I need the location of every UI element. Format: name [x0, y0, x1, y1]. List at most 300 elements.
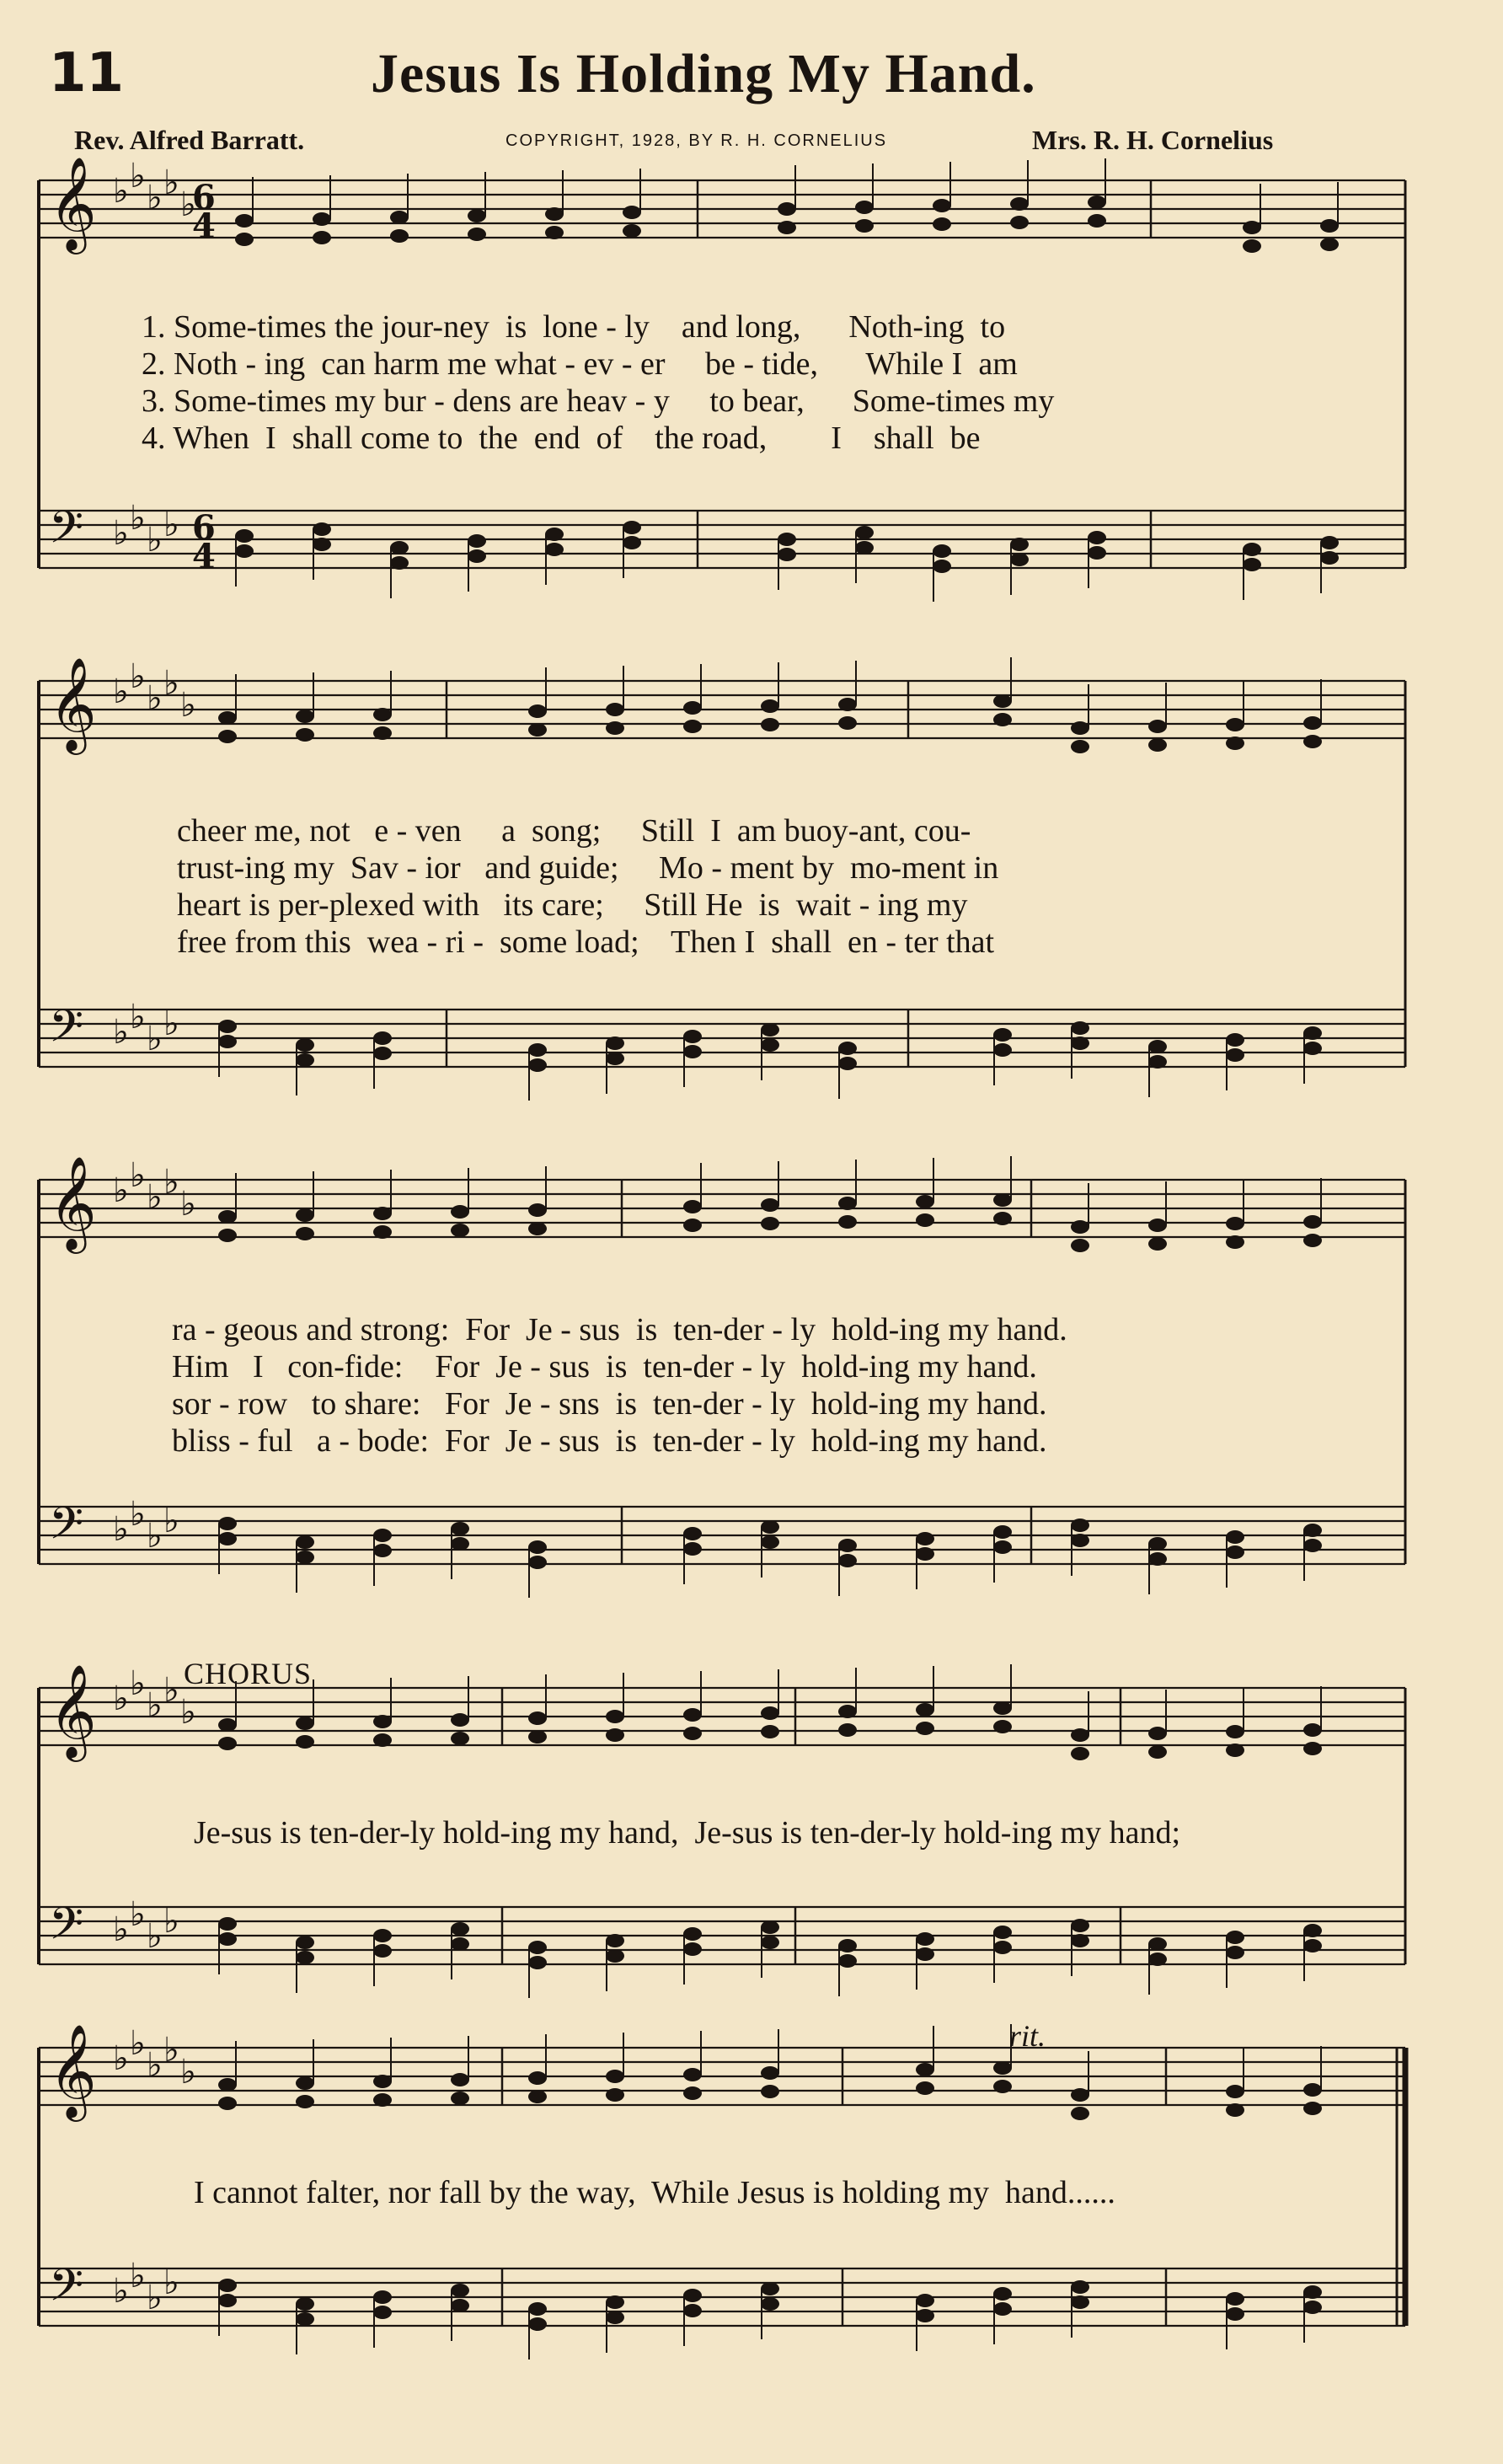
flat-icon: ♭: [163, 1671, 179, 1710]
note-head: [606, 2088, 624, 2102]
note-head: [683, 2289, 702, 2302]
note-head: [1071, 1519, 1089, 1532]
note-head: [606, 1036, 624, 1050]
note-head: [1320, 219, 1339, 233]
flat-icon: ♭: [147, 1917, 163, 1956]
note-head: [1226, 1725, 1244, 1738]
note-head: [296, 2076, 314, 2090]
chorus-label: CHORUS: [184, 1657, 313, 1690]
note-head: [1243, 239, 1261, 253]
flat-icon: ♭: [113, 1510, 129, 1549]
flat-icon: ♭: [163, 664, 179, 703]
verse-4-line-system-2: free from this wea - ri - some load; Then I shall en - ter that: [177, 924, 995, 960]
bass-clef-icon: 𝄢: [49, 1899, 84, 1961]
note-head: [683, 2086, 702, 2100]
note-head: [468, 209, 486, 222]
note-head: [451, 1732, 469, 1745]
note-head: [1071, 1021, 1089, 1035]
note-head: [1148, 1552, 1167, 1566]
note-head: [761, 1725, 779, 1738]
note-head: [218, 2078, 237, 2092]
note-head: [761, 1706, 779, 1720]
flat-icon: ♭: [147, 1686, 163, 1725]
flat-icon: ♭: [113, 514, 129, 553]
verse-1-line-system-2: cheer me, not e - ven a song; Still I am buoy-ant, cou-: [177, 813, 971, 849]
verse-3-line-system-1: 3. Some-times my bur - dens are heav - y to bear, Some-times my: [142, 383, 1055, 419]
note-head: [1226, 1530, 1244, 1544]
flat-icon: ♭: [130, 1664, 146, 1703]
flat-icon: ♭: [130, 157, 146, 196]
note-head: [1148, 720, 1167, 733]
note-head: [373, 2075, 392, 2088]
flat-icon: ♭: [163, 1163, 179, 1202]
note-head: [1226, 1545, 1244, 1559]
note-head: [218, 711, 237, 725]
note-head: [838, 1723, 857, 1737]
note-head: [916, 1932, 934, 1946]
note-head: [683, 1708, 702, 1722]
note-head: [838, 1705, 857, 1718]
note-head: [623, 521, 641, 534]
note-head: [1226, 2292, 1244, 2306]
note-head: [296, 710, 314, 723]
note-head: [761, 1023, 779, 1036]
note-head: [1071, 2088, 1089, 2102]
flat-icon: ♭: [180, 1693, 196, 1732]
note-head: [373, 1207, 392, 1220]
flat-icon: ♭: [130, 2024, 146, 2063]
note-head: [1148, 1952, 1167, 1966]
flat-icon: ♭: [163, 1902, 179, 1941]
note-head: [1303, 735, 1322, 748]
note-head: [1148, 738, 1167, 752]
note-head: [390, 211, 409, 224]
note-head: [373, 1047, 392, 1060]
note-head: [1088, 214, 1106, 228]
note-head: [1010, 197, 1029, 211]
note-head: [373, 1733, 392, 1747]
note-head: [1226, 2307, 1244, 2321]
flat-icon: ♭: [147, 1178, 163, 1217]
note-head: [933, 199, 951, 212]
note-head: [296, 728, 314, 742]
note-head: [916, 2294, 934, 2307]
note-head: [1320, 551, 1339, 565]
note-head: [683, 1219, 702, 1232]
note-head: [916, 1722, 934, 1735]
note-head: [838, 1042, 857, 1055]
note-head: [1148, 1745, 1167, 1759]
flat-icon: ♭: [147, 521, 163, 560]
note-head: [451, 2073, 469, 2086]
note-head: [1303, 716, 1322, 730]
note-head: [1071, 1036, 1089, 1050]
note-head: [1243, 558, 1261, 571]
note-head: [916, 1703, 934, 1717]
note-head: [778, 548, 796, 561]
flat-icon: ♭: [113, 1910, 129, 1949]
treble-clef-icon: 𝄞: [49, 156, 97, 250]
note-head: [606, 2070, 624, 2083]
hymn-title: Jesus Is Holding My Hand.: [371, 43, 1036, 104]
note-head: [235, 529, 254, 543]
note-head: [1303, 2285, 1322, 2299]
note-head: [468, 534, 486, 548]
flat-icon: ♭: [163, 506, 179, 544]
note-head: [916, 2063, 934, 2076]
verse-3-line-system-2: heart is per-plexed with its care; Still He is wait - ing my: [177, 887, 968, 923]
flat-icon: ♭: [163, 2263, 179, 2302]
note-head: [623, 224, 641, 238]
note-head: [218, 2279, 237, 2292]
note-head: [993, 1193, 1012, 1207]
note-head: [235, 214, 254, 228]
note-head: [313, 212, 331, 226]
flat-icon: ♭: [130, 1495, 146, 1534]
note-head: [1071, 1239, 1089, 1252]
treble-clef-icon: 𝄞: [49, 1155, 97, 1250]
flat-icon: ♭: [147, 2046, 163, 2085]
flat-icon: ♭: [130, 499, 146, 538]
bass-clef-icon: 𝄢: [49, 2260, 84, 2322]
note-head: [993, 694, 1012, 708]
note-head: [683, 720, 702, 733]
note-head: [683, 1030, 702, 1043]
note-head: [623, 206, 641, 219]
note-head: [296, 1208, 314, 1222]
note-head: [778, 202, 796, 216]
note-head: [933, 560, 951, 573]
note-head: [606, 1710, 624, 1723]
note-head: [373, 1715, 392, 1728]
note-head: [373, 708, 392, 721]
flat-icon: ♭: [147, 1020, 163, 1058]
note-head: [1226, 1048, 1244, 1062]
chorus-line-2: I cannot falter, nor fall by the way, While Jesus is holding my hand......: [194, 2175, 1115, 2210]
note-head: [373, 1944, 392, 1958]
hymn-number: 11: [49, 42, 125, 104]
note-head: [296, 1936, 314, 1949]
ritardando-mark: rit.: [1009, 2019, 1046, 2053]
note-head: [855, 526, 874, 539]
note-head: [468, 228, 486, 241]
verse-2-line-system-2: trust-ing my Sav - ior and guide; Mo - ment by mo-ment in: [177, 850, 999, 886]
note-head: [761, 1520, 779, 1534]
note-head: [838, 1554, 857, 1567]
note-head: [1071, 2280, 1089, 2294]
note-head: [606, 721, 624, 735]
note-head: [838, 1954, 857, 1968]
note-head: [683, 1200, 702, 1213]
note-head: [993, 2302, 1012, 2316]
note-head: [528, 723, 547, 737]
flat-icon: ♭: [130, 657, 146, 696]
note-head: [606, 1949, 624, 1963]
note-head: [855, 541, 874, 554]
note-head: [528, 1711, 547, 1725]
note-head: [373, 2093, 392, 2107]
note-head: [296, 1535, 314, 1549]
time-signature: 6: [192, 508, 216, 548]
note-head: [916, 2309, 934, 2322]
note-head: [451, 1205, 469, 1219]
flat-icon: ♭: [147, 2279, 163, 2317]
note-head: [1226, 1217, 1244, 1230]
time-signature: 6: [192, 178, 216, 217]
note-head: [1303, 1234, 1322, 1247]
note-head: [528, 2302, 547, 2316]
note-head: [528, 1956, 547, 1969]
note-head: [296, 1053, 314, 1067]
note-head: [528, 1556, 547, 1569]
note-head: [528, 1730, 547, 1744]
bass-clef-icon: 𝄢: [49, 502, 84, 565]
flat-icon: ♭: [163, 1502, 179, 1540]
note-head: [528, 2090, 547, 2103]
note-head: [1071, 1919, 1089, 1932]
verse-4-line-system-3: bliss - ful a - bode: For Je - sus is ten-der - ly hold-ing my hand.: [172, 1423, 1047, 1459]
note-head: [838, 716, 857, 730]
note-head: [218, 1020, 237, 1033]
note-head: [606, 1934, 624, 1947]
note-head: [993, 1212, 1012, 1225]
note-head: [451, 1922, 469, 1936]
note-head: [1303, 1215, 1322, 1229]
note-head: [623, 536, 641, 549]
note-head: [916, 1532, 934, 1545]
note-head: [761, 1217, 779, 1230]
note-head: [1303, 2102, 1322, 2115]
note-head: [1088, 196, 1106, 209]
note-head: [218, 1718, 237, 1732]
note-head: [993, 1525, 1012, 1539]
note-head: [933, 217, 951, 231]
note-head: [1071, 2295, 1089, 2309]
time-signature: 4: [192, 206, 216, 246]
note-head: [545, 528, 564, 541]
note-head: [296, 1551, 314, 1564]
note-head: [1071, 1220, 1089, 1234]
note-head: [1303, 1042, 1322, 1055]
flat-icon: ♭: [113, 1171, 129, 1210]
note-head: [683, 1927, 702, 1941]
note-head: [1303, 1723, 1322, 1737]
note-head: [838, 1197, 857, 1210]
note-head: [761, 718, 779, 731]
note-head: [993, 1028, 1012, 1042]
note-head: [993, 1926, 1012, 1939]
flat-icon: ♭: [130, 1156, 146, 1195]
note-head: [933, 544, 951, 558]
note-head: [1226, 2085, 1244, 2098]
note-head: [761, 2297, 779, 2311]
note-head: [683, 2068, 702, 2081]
note-head: [313, 231, 331, 244]
treble-clef-icon: 𝄞: [49, 1663, 97, 1758]
note-head: [373, 1529, 392, 1542]
bass-clef-icon: 𝄢: [49, 1498, 84, 1561]
note-head: [1320, 238, 1339, 251]
note-head: [373, 1031, 392, 1045]
flat-icon: ♭: [180, 1185, 196, 1224]
note-head: [451, 1537, 469, 1551]
note-head: [761, 699, 779, 713]
note-head: [296, 2312, 314, 2326]
note-head: [451, 2284, 469, 2297]
note-head: [855, 219, 874, 233]
note-head: [916, 1195, 934, 1208]
note-head: [1148, 1055, 1167, 1069]
note-head: [218, 730, 237, 743]
note-head: [683, 1527, 702, 1540]
flat-icon: ♭: [113, 1679, 129, 1718]
note-head: [1303, 2083, 1322, 2097]
verse-2-line-system-1: 2. Noth - ing can harm me what - ev - er be - tide, While I am: [142, 346, 1018, 382]
note-head: [916, 2081, 934, 2095]
note-head: [528, 1203, 547, 1217]
note-head: [1071, 1934, 1089, 1947]
note-head: [606, 703, 624, 716]
note-head: [1148, 1537, 1167, 1551]
note-head: [993, 1941, 1012, 1954]
flat-icon: ♭: [163, 1004, 179, 1043]
note-head: [313, 522, 331, 536]
lyricist: Rev. Alfred Barratt.: [74, 125, 305, 155]
note-head: [1303, 1524, 1322, 1537]
note-head: [218, 1035, 237, 1048]
note-head: [1303, 1742, 1322, 1755]
flat-icon: ♭: [130, 998, 146, 1036]
flat-icon: ♭: [113, 672, 129, 711]
note-head: [1148, 1237, 1167, 1251]
note-head: [838, 698, 857, 711]
note-head: [838, 1215, 857, 1229]
note-head: [451, 2299, 469, 2312]
note-head: [761, 1920, 779, 1934]
note-head: [373, 1929, 392, 1942]
note-head: [761, 1535, 779, 1549]
note-head: [373, 1544, 392, 1557]
note-head: [528, 704, 547, 718]
note-head: [1088, 531, 1106, 544]
treble-clef-icon: 𝄞: [49, 656, 97, 751]
note-head: [1226, 737, 1244, 750]
flat-icon: ♭: [113, 2039, 129, 2078]
note-head: [761, 1038, 779, 1052]
flat-icon: ♭: [180, 2053, 196, 2092]
note-head: [451, 1713, 469, 1727]
note-head: [296, 1227, 314, 1240]
note-head: [683, 2304, 702, 2317]
note-head: [373, 2290, 392, 2304]
note-head: [606, 2295, 624, 2309]
note-head: [1071, 1728, 1089, 1742]
note-head: [1148, 1219, 1167, 1232]
note-head: [451, 1224, 469, 1237]
note-head: [683, 1542, 702, 1556]
verse-4-line-system-1: 4. When I shall come to the end of the road, I shall be: [142, 420, 981, 456]
note-head: [218, 2294, 237, 2307]
note-head: [545, 207, 564, 221]
note-head: [235, 544, 254, 558]
note-head: [993, 1720, 1012, 1733]
note-head: [545, 543, 564, 556]
note-head: [528, 1058, 547, 1072]
note-head: [916, 1547, 934, 1561]
note-head: [296, 1735, 314, 1749]
note-head: [1010, 216, 1029, 229]
note-head: [1303, 1539, 1322, 1552]
note-head: [1010, 553, 1029, 566]
note-head: [1148, 1727, 1167, 1740]
note-head: [451, 2092, 469, 2105]
flat-icon: ♭: [163, 2031, 179, 2070]
note-head: [468, 549, 486, 563]
flat-icon: ♭: [113, 2272, 129, 2311]
note-head: [451, 1937, 469, 1951]
note-head: [296, 1951, 314, 1964]
note-head: [1071, 740, 1089, 753]
note-head: [993, 2061, 1012, 2075]
note-head: [390, 556, 409, 570]
verse-1-line-system-1: 1. Some-times the jour-ney is lone - ly and long, Noth-ing to: [142, 309, 1006, 345]
note-head: [1071, 1534, 1089, 1547]
note-head: [1226, 1931, 1244, 1944]
note-head: [1303, 1924, 1322, 1937]
note-head: [683, 701, 702, 715]
note-head: [545, 226, 564, 239]
verse-2-line-system-3: Him I con-fide: For Je - sus is ten-der - ly hold-ing my hand.: [172, 1349, 1037, 1385]
note-head: [218, 1932, 237, 1946]
note-head: [218, 2097, 237, 2110]
note-head: [528, 1043, 547, 1057]
note-head: [1303, 1939, 1322, 1952]
note-head: [993, 1043, 1012, 1057]
flat-icon: ♭: [147, 679, 163, 718]
note-head: [218, 1517, 237, 1530]
note-head: [373, 2306, 392, 2319]
note-head: [1148, 1040, 1167, 1053]
note-head: [1226, 718, 1244, 731]
flat-icon: ♭: [130, 2257, 146, 2295]
note-head: [1320, 536, 1339, 549]
composer: Mrs. R. H. Cornelius: [1032, 125, 1274, 155]
note-head: [778, 221, 796, 234]
note-head: [373, 726, 392, 740]
note-head: [1226, 1033, 1244, 1047]
note-head: [218, 1917, 237, 1931]
note-head: [218, 1210, 237, 1224]
note-head: [778, 533, 796, 546]
note-head: [855, 201, 874, 214]
note-head: [993, 1701, 1012, 1715]
note-head: [528, 1222, 547, 1235]
note-head: [1226, 1946, 1244, 1959]
note-head: [838, 1939, 857, 1952]
note-head: [606, 1052, 624, 1065]
copyright-notice: COPYRIGHT, 1928, BY R. H. CORNELIUS: [505, 131, 888, 150]
note-head: [761, 1198, 779, 1212]
note-head: [528, 2071, 547, 2085]
bass-clef-icon: 𝄢: [49, 1001, 84, 1063]
note-head: [390, 541, 409, 554]
note-head: [1303, 1026, 1322, 1040]
flat-icon: ♭: [163, 163, 179, 202]
note-head: [761, 2066, 779, 2080]
verse-3-line-system-3: sor - row to share: For Je - sns is ten-der - ly hold-ing my hand.: [172, 1386, 1047, 1422]
note-head: [916, 1213, 934, 1227]
note-head: [606, 2311, 624, 2324]
